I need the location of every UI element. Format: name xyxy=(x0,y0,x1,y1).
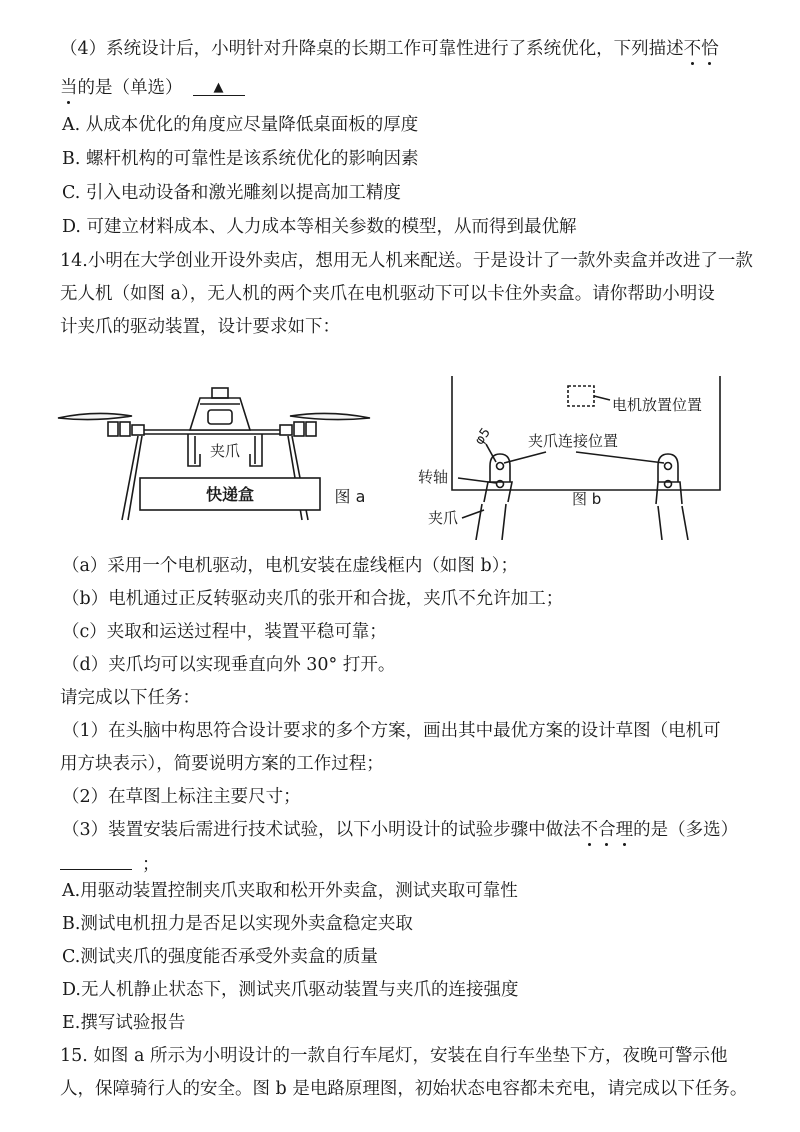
q14-option-e: E.撰写试验报告 xyxy=(62,1013,186,1033)
q14-requirement-c: （c）夹取和运送过程中，装置平稳可靠； xyxy=(62,622,387,642)
q4-emph-char: 当 xyxy=(60,78,78,98)
q4-option-c: C. 引入电动设备和激光雕刻以提高加工精度 xyxy=(62,183,401,203)
q4-stem-line1: （4）系统设计后，小明针对升降桌的长期工作可靠性进行了系统优化，下列描述不恰 xyxy=(60,39,719,59)
q14-intro-line2: 无人机（如图 a），无人机的两个夹爪在电机驱动下可以卡住外卖盒。请你帮助小明设 xyxy=(60,284,715,304)
figure-b-mount xyxy=(400,370,740,540)
q14-emph-char: 合 xyxy=(598,820,616,840)
q15-line1: 15. 如图 a 所示为小明设计的一款自行车尾灯，安装在自行车坐垫下方，夜晚可警示他 xyxy=(60,1046,728,1066)
figure-a-claw-label: 夹爪 xyxy=(209,442,241,460)
q14-requirement-a: （a）采用一个电机驱动，电机安装在虚线框内（如图 b）； xyxy=(62,556,518,576)
q14-option-a: A.用驱动装置控制夹爪夹取和松开外卖盒，测试夹取可靠性 xyxy=(62,881,518,901)
q4-emph-char: 恰 xyxy=(701,39,719,59)
figure-b-diameter-label: φ5 xyxy=(471,425,494,448)
figure-b-claw-label: 夹爪 xyxy=(428,509,459,527)
q14-option-c: C.测试夹爪的强度能否承受外卖盒的质量 xyxy=(62,947,378,967)
q4-option-d: D. 可建立材料成本、人力成本等相关参数的模型，从而得到最优解 xyxy=(62,217,577,237)
q14-intro-line1: 14.小明在大学创业开设外卖店，想用无人机来配送。于是设计了一款外卖盒并改进了一款 xyxy=(60,251,753,271)
figure-b-caption: 图 b xyxy=(572,490,602,508)
q4-answer-blank[interactable] xyxy=(193,79,245,96)
q14-option-b: B.测试电机扭力是否足以实现外卖盒稳定夹取 xyxy=(62,914,413,934)
q15-line2: 人，保障骑行人的安全。图 b 是电路原理图，初始状态电容都未充电，请完成以下任务。 xyxy=(60,1079,748,1099)
q14-requirement-b: （b）电机通过正反转驱动夹爪的张开和合拢，夹爪不允许加工； xyxy=(62,589,564,609)
q4-emph-char: 不 xyxy=(683,39,702,59)
q14-task-3-blank-line: ； xyxy=(60,854,160,876)
q14-emph-char: 不 xyxy=(580,820,599,840)
figure-b-joint-label: 夹爪连接位置 xyxy=(528,432,619,450)
q14-task-1-line2: 用方块表示），简要说明方案的工作过程； xyxy=(60,754,384,774)
q14-task-1-line1: （1）在头脑中构思符合设计要求的多个方案，画出其中最优方案的设计草图（电机可 xyxy=(62,721,721,741)
q4-option-a: A. 从成本优化的角度应尽量降低桌面板的厚度 xyxy=(62,115,419,135)
q14-task-3: （3）装置安装后需进行技术试验，以下小明设计的试验步骤中做法不合理的是（多选） xyxy=(62,820,739,840)
figure-b-shaft-label: 转轴 xyxy=(418,468,449,486)
q14-intro-line3: 计夹爪的驱动装置，设计要求如下： xyxy=(60,317,340,337)
q14-task-2: （2）在草图上标注主要尺寸； xyxy=(62,787,301,807)
figure-b-motor-label: 电机放置位置 xyxy=(612,396,703,414)
q14-emph-char: 理 xyxy=(615,820,634,840)
q14-tasks-heading: 请完成以下任务： xyxy=(60,688,200,708)
q14-requirement-d: （d）夹爪均可以实现垂直向外 30° 打开。 xyxy=(62,655,396,675)
figure-a-drone xyxy=(50,370,380,530)
q4-option-b: B. 螺杆机构的可靠性是该系统优化的影响因素 xyxy=(62,149,419,169)
q14-answer-blank[interactable] xyxy=(60,855,132,870)
q4-stem-line2: 当的是（单选） ▲ xyxy=(60,77,245,99)
q14-option-d: D.无人机静止状态下，测试夹爪驱动装置与夹爪的连接强度 xyxy=(62,980,519,1000)
figure-a-caption: 图 a xyxy=(334,487,366,506)
figure-a-box-label: 快递盒 xyxy=(205,485,255,504)
answer-triangle-icon: ▲ xyxy=(213,80,224,95)
